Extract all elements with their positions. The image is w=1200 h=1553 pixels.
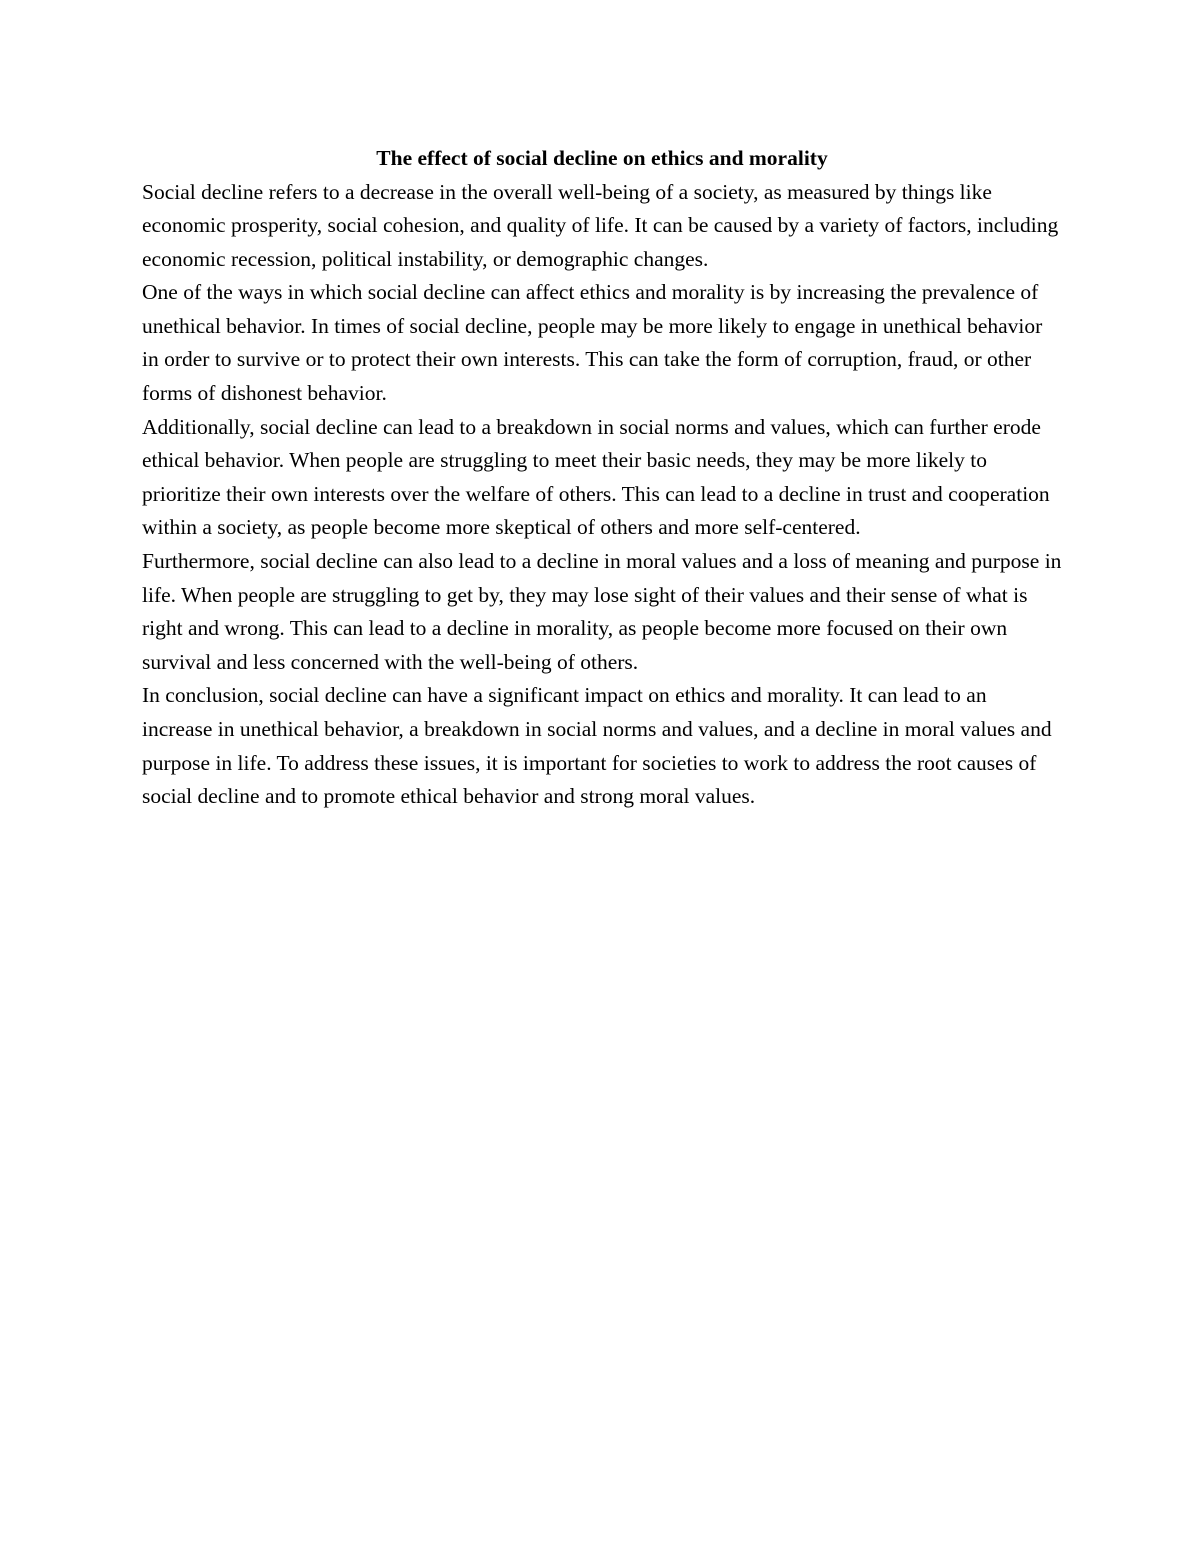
- paragraph-conclusion: In conclusion, social decline can have a significant impact on ethics and morality. It can lead to an increase in unethical behavior, a breakdown in social norms and values, and a decline in moral values and purpose in life. To address these issues, it is important for societies to work to address the root causes of social decline and to promote ethical behavior and strong moral values.: [142, 683, 1052, 809]
- document-title: The effect of social decline on ethics and morality: [376, 146, 828, 170]
- document-body: [142, 142, 1062, 814]
- paragraph-unethical-behavior: One of the ways in which social decline can affect ethics and morality is by increasing the prevalence of unethical behavior. In times of social decline, people may be more likely to engage in unethical behavior in order to survive or to protect their own interests. This can take the form of corruption, fraud, or other forms of dishonest behavior.: [142, 280, 1043, 406]
- paragraph-social-norms: Additionally, social decline can lead to a breakdown in social norms and values, which can further erode ethical behavior. When people are struggling to meet their basic needs, they may be more likely to prioritize their own interests over the welfare of others. This can lead to a decline in trust and cooperation within a society, as people become more skeptical of others and more self-centered.: [142, 414, 1050, 540]
- paragraph-moral-values: Furthermore, social decline can also lead to a decline in moral values and a loss of meaning and purpose in life. When people are struggling to get by, they may lose sight of their values and their sense of what is right and wrong. This can lead to a decline in morality, as people become more focused on their own survival and less concerned with the well-being of others.: [142, 549, 1062, 674]
- paragraph-intro: Social decline refers to a decrease in the overall well-being of a society, as measured by things like economic prosperity, social cohesion, and quality of life. It can be caused by a variety of factors, including economic recession, political instability, or demographic changes.: [142, 179, 1059, 271]
